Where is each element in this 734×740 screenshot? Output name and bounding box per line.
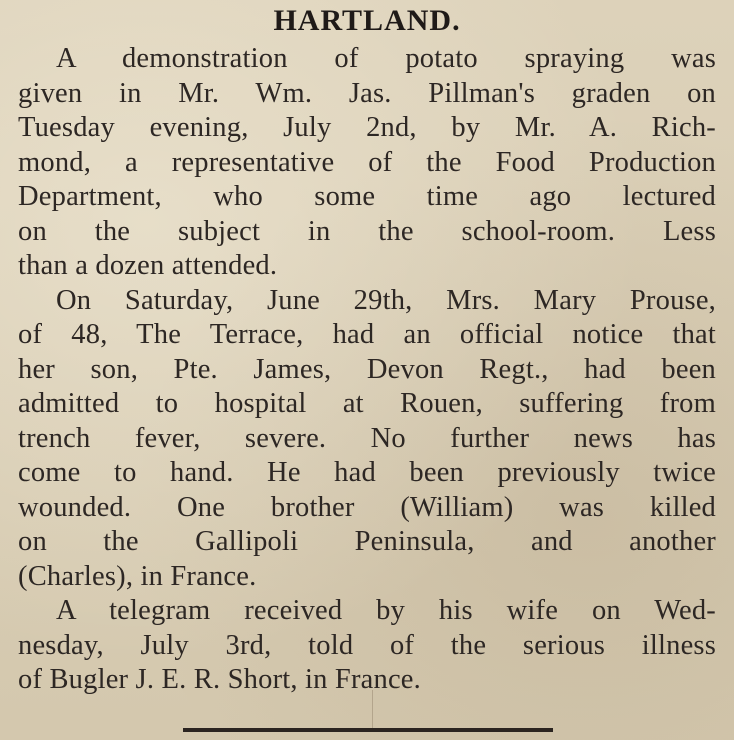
text-line: than a dozen attended. bbox=[18, 250, 278, 281]
text-line: (Charles), in France. bbox=[18, 561, 257, 592]
paper-fold-mark bbox=[372, 690, 373, 730]
text-line: Department, who some time ago lectured bbox=[18, 181, 716, 212]
text-line: nesday, July 3rd, told of the serious illness bbox=[18, 630, 716, 661]
text-line: of 48, The Terrace, had an official notice that bbox=[18, 319, 716, 350]
text-line: given in Mr. Wm. Jas. Pillman's graden on bbox=[18, 78, 716, 109]
headline: HARTLAND. bbox=[273, 4, 461, 37]
text-line: trench fever, severe. No further news has bbox=[18, 423, 716, 454]
text-line: come to hand. He had been previously twice bbox=[18, 457, 716, 488]
text-line: admitted to hospital at Rouen, suffering from bbox=[18, 388, 716, 419]
text-line: on the Gallipoli Peninsula, and another bbox=[18, 526, 716, 557]
text-line: her son, Pte. James, Devon Regt., had been bbox=[18, 354, 716, 385]
text-line: A telegram received by his wife on Wed- bbox=[56, 595, 716, 626]
text-line: on the subject in the school-room. Less bbox=[18, 216, 716, 247]
closing-rule bbox=[183, 728, 553, 732]
text-line: wounded. One brother (William) was killed bbox=[18, 492, 716, 523]
text-line: On Saturday, June 29th, Mrs. Mary Prouse, bbox=[56, 285, 716, 316]
text-line: A demonstration of potato spraying was bbox=[56, 43, 716, 74]
text-line: mond, a representative of the Food Production bbox=[18, 147, 716, 178]
text-line: Tuesday evening, July 2nd, by Mr. A. Rich- bbox=[18, 112, 716, 143]
text-line: of Bugler J. E. R. Short, in France. bbox=[18, 664, 421, 695]
